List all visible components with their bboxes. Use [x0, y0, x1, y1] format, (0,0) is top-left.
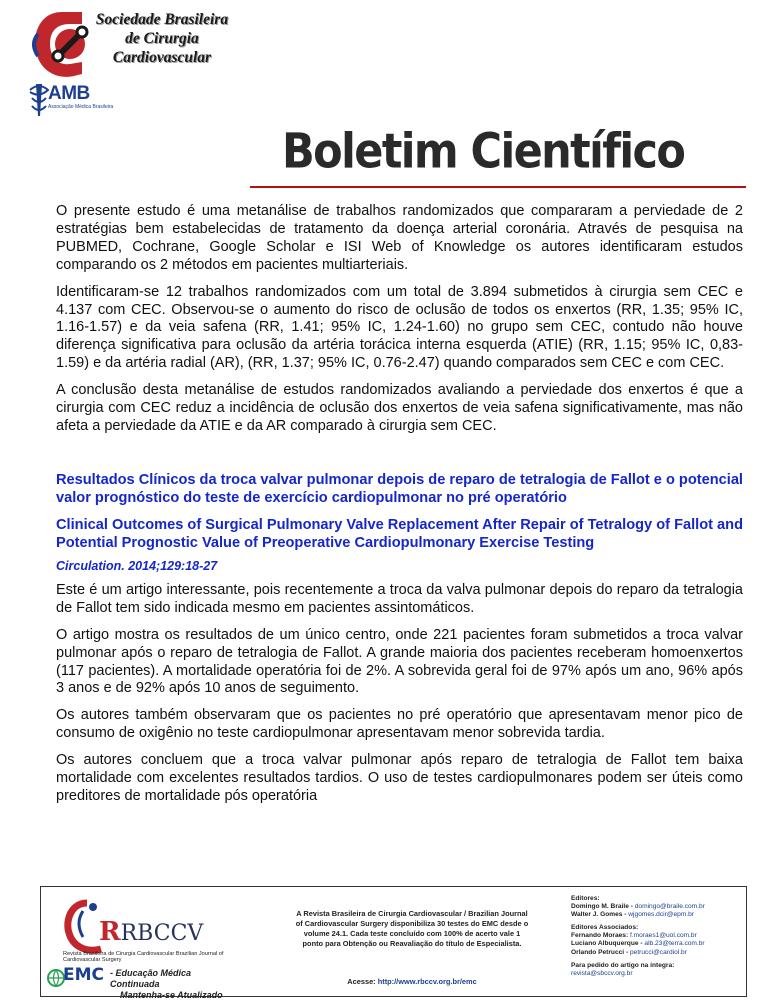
editor-email[interactable]: f.moraes1@uol.com.br	[630, 932, 697, 940]
editor-line: Fernando Moraes: f.moraes1@uol.com.br	[571, 932, 697, 940]
request-email[interactable]: revista@sbccv.org.br	[571, 969, 633, 977]
amb-label: AMB	[48, 83, 90, 104]
access-line: Acesse: http://www.rbccv.org.br/emc	[347, 977, 477, 986]
article2-paragraph: Os autores concluem que a troca valvar pulmonar após reparo de tetralogia de Fallot tem baixa mortalidade com excelentes resultados tardios. O uso de testes cardiopulmonares podem ser úteis como preditores de mortalidade pós operatória	[56, 752, 743, 804]
org-name: Sociedade Brasileira de Cirurgia Cardiovascular	[95, 11, 229, 66]
article2-citation: Circulation. 2014;129:18-27	[56, 558, 218, 573]
article2-paragraph: Os autores também observaram que os pacientes no pré operatório que apresentavam menor pico de consumo de oxigênio no teste cardiopulmonar apresentavam menor sobrevida tardia.	[56, 707, 743, 742]
rbccv-subtitle: Revista Brasileira de Cirurgia Cardiovascular Brazilian Journal of Cardiovascular Surgery	[63, 951, 224, 964]
header-divider	[250, 186, 746, 188]
editors-label: Editores:	[571, 895, 600, 902]
request-label: Para pedido do artigo na íntegra:	[571, 961, 675, 969]
emc-logo: EMC	[63, 965, 105, 985]
editor-email[interactable]: alb.23@terra.com.br	[644, 940, 705, 948]
editor-line: Walter J. Gomes - wjgomes.dcir@epm.br	[571, 911, 694, 919]
editor-line: Orlando Petrucci - petrucci@cardiol.br	[571, 948, 687, 956]
section-gap	[56, 445, 743, 471]
editor-email[interactable]: wjgomes.dcir@epm.br	[628, 911, 694, 919]
article-body	[56, 203, 743, 815]
article1-paragraph: O presente estudo é uma metanálise de trabalhos randomizados que compararam a perviedade de 2 estratégias bem estabelecidas de tratamento da doença arterial coronária. Através de pesquisa na PUBMED, Cochrane, Google Scholar e ISI Web of Knowledge os autores identificaram estudos comparando os 2 métodos em pacientes multiarteriais.	[56, 203, 743, 273]
editors-block	[571, 895, 743, 983]
article2-title-en: Clinical Outcomes of Surgical Pulmonary Valve Replacement After Repair of Tetralogy of Fallot and Potential Prognostic Value of Preoperative Cardiopulmonary Exercise Testing	[56, 516, 743, 551]
emc-description: A Revista Brasileira de Cirurgia Cardiovascular / Brazilian Journal of Cardiovascular Surgery disponibiliza 30 testes do EMC desde o volume 24.1. Cada teste concluído com 100% de acerto vale 1 ponto para Obtenção ou Reavaliação do título de Especialista.	[295, 909, 529, 948]
editor-line: Luciano Albuquerque - alb.23@terra.com.br	[571, 940, 705, 948]
footer-box	[40, 886, 747, 1000]
editor-email[interactable]: domingo@braile.com.br	[634, 903, 705, 911]
article2-title-pt: Resultados Clínicos da troca valvar pulmonar depois de reparo de tetralogia de Fallot e o potencial valor prognóstico do teste de exercício cardiopulmonar no pré operatório	[56, 471, 743, 506]
assoc-editors-label: Editores Associados:	[571, 924, 639, 932]
amb-subtitle: Associação Médica Brasileira	[48, 104, 114, 110]
rbccv-logo: RRBCCV	[99, 917, 204, 947]
article1-paragraph: A conclusão desta metanálise de estudos randomizados avaliando a perviedade dos enxertos é que a cirurgia com CEC reduz a incidência de oclusão dos enxertos de veia safena significativamente, mas não afeta a perviedade da ATIE e da AR comparado à cirurgia sem CEC.	[56, 382, 743, 434]
article2-paragraph: O artigo mostra os resultados de um único centro, onde 221 pacientes foram submetidos a troca valvar pulmonar após o reparo de tetralogia de Fallot. A grande maioria dos pacientes receberam homoenxertos (117 pacientes). A mortalidade operatória foi de 2%. A sobrevida geral foi de 97% após um ano, 96% após 3 anos e de 92% após 10 anos de seguimento.	[56, 626, 743, 697]
editor-line: Domingo M. Braile - domingo@braile.com.br	[571, 903, 705, 911]
article1-paragraph: Identificaram-se 12 trabalhos randomizados com um total de 3.894 submetidos à cirurgia sem CEC e 4.137 com CEC. Observou-se o aumento do risco de oclusão de todos os enxertos (RR, 1.35; 95% IC, 1.16-1.57) e da veia safena (RR, 1.41; 95% IC, 1.24-1.60) no grupo sem CEC, contudo não houve diferença significativa para oclusão da artéria torácica interna esquerda (ATIE) (RR, 1.15; 95% IC, 0,83-1.59) e da artéria radial (AR), (RR, 1.37; 95% IC, 0.76-2.47) quando comparados sem CEC e com CEC.	[56, 283, 743, 372]
emc-subtitle: - Educação Médica Continuada Mantenha-se Atualizado	[110, 968, 223, 1000]
emc-link[interactable]: http://www.rbccv.org.br/emc	[377, 977, 477, 986]
article2-paragraph: Este é um artigo interessante, pois recentemente a troca da valva pulmonar depois do reparo da tetralogia de Fallot tem sido indicada mesmo em pacientes assintomáticos.	[56, 581, 743, 616]
bulletin-title: Boletim Científico	[282, 124, 685, 180]
editor-email[interactable]: petrucci@cardiol.br	[630, 948, 687, 956]
